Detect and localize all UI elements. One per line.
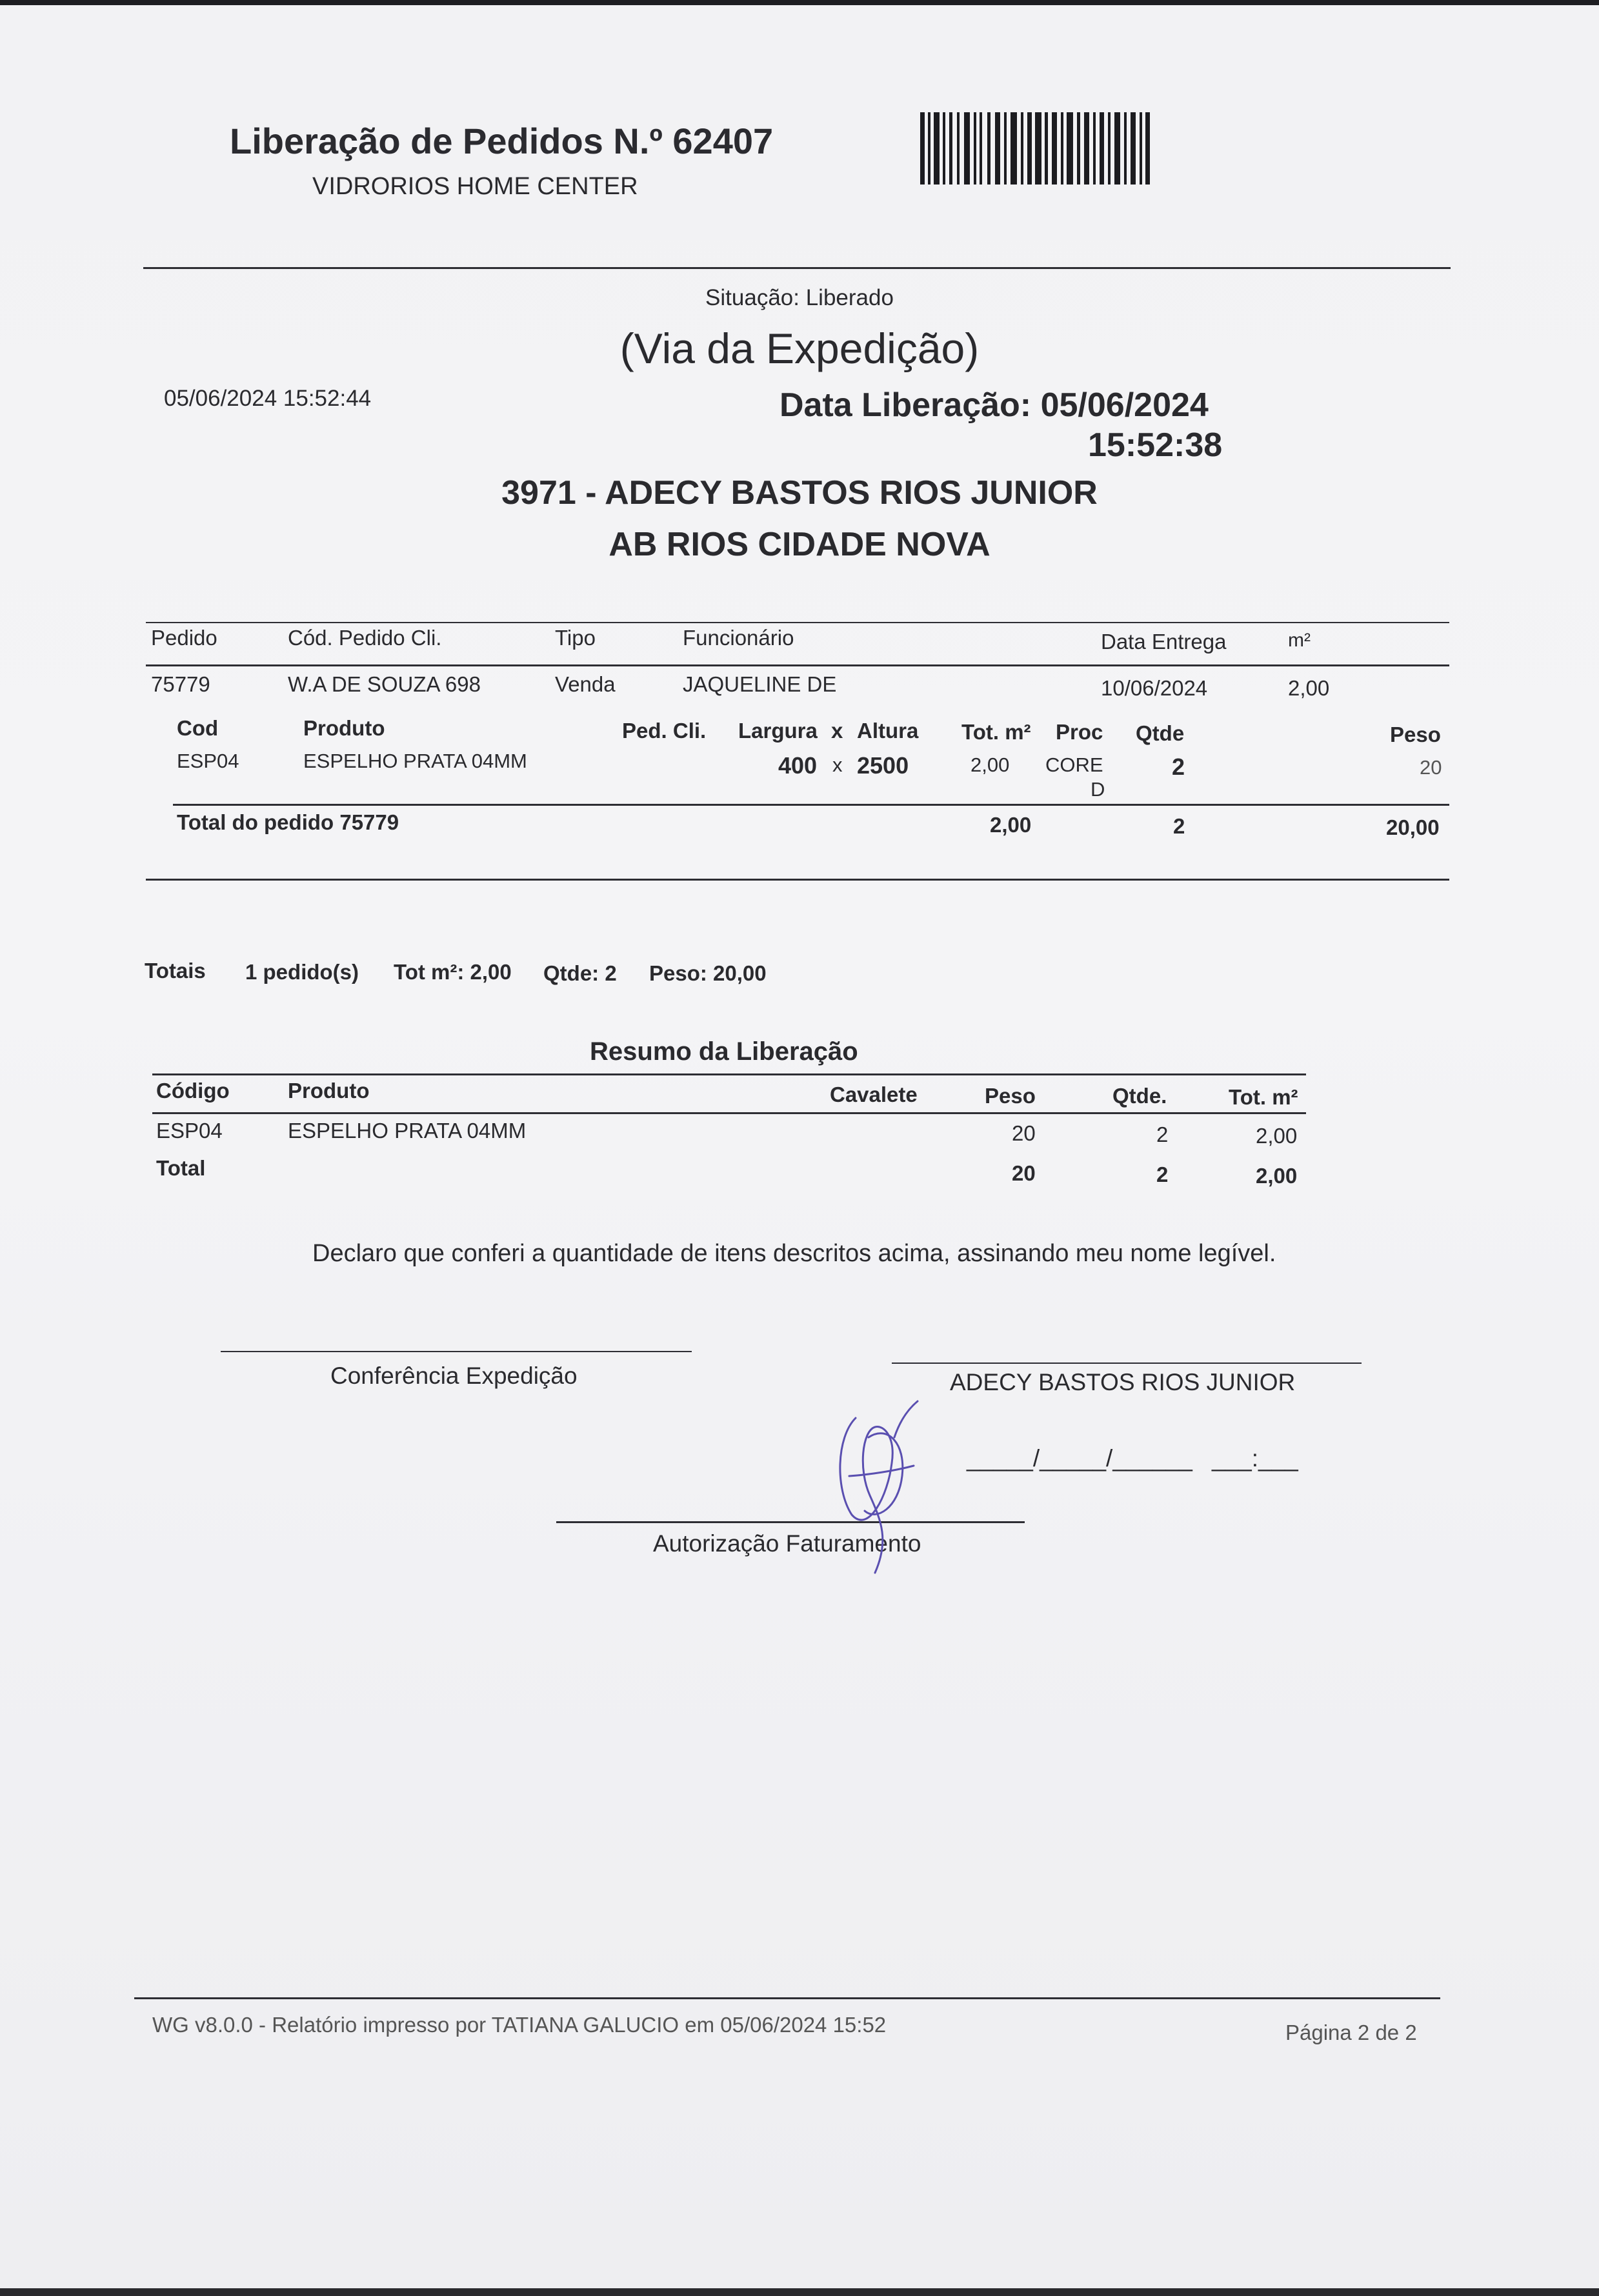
resumo-total-label: Total: [156, 1156, 206, 1180]
resumo-top-rule: [152, 1073, 1306, 1075]
resumo-header-rule: [152, 1112, 1306, 1114]
col-funcionario: Funcionário: [683, 626, 794, 650]
declaration-text: Declaro que conferi a quantidade de itens descritos acima, assinando meu nome legível.: [312, 1240, 1276, 1267]
barcode-icon: [920, 112, 1150, 185]
order-table-top-rule: [146, 622, 1449, 623]
scan-bottom-edge: [0, 2288, 1599, 2296]
resumo-title: Resumo da Liberação: [590, 1037, 858, 1066]
document-title: Liberação de Pedidos N.º 62407: [230, 121, 774, 161]
item-tot-m2: 2,00: [970, 754, 1010, 776]
scan-top-edge: [0, 0, 1599, 5]
order-cod-pedido-cli: W.A DE SOUZA 698: [288, 672, 481, 696]
item-col-ped-cli: Ped. Cli.: [622, 719, 707, 743]
item-col-peso: Peso: [1390, 723, 1441, 746]
item-produto: ESPELHO PRATA 04MM: [303, 750, 527, 772]
resumo-total-peso: 20: [1012, 1161, 1036, 1185]
col-m2: m²: [1288, 630, 1311, 651]
totais-qtde: Qtde: 2: [543, 961, 617, 985]
signature-line-conferencia: [221, 1351, 692, 1352]
resumo-col-cavalete: Cavalete: [830, 1083, 918, 1106]
resumo-col-peso: Peso: [985, 1084, 1036, 1108]
resumo-peso: 20: [1012, 1121, 1036, 1145]
order-m2: 2,00: [1288, 676, 1330, 700]
item-col-proc: Proc: [1056, 720, 1103, 744]
totais-m2: Tot m²: 2,00: [394, 960, 512, 984]
status-situacao: Situação: Liberado: [705, 285, 894, 310]
item-col-produto: Produto: [303, 716, 385, 740]
order-total-label: Total do pedido 75779: [177, 810, 399, 834]
item-col-qtde: Qtde: [1136, 721, 1185, 745]
resumo-produto: ESPELHO PRATA 04MM: [288, 1119, 527, 1143]
printed-timestamp: 05/06/2024 15:52:44: [164, 386, 372, 411]
item-x: x: [832, 754, 843, 776]
order-total-peso: 20,00: [1386, 815, 1440, 839]
signature-label-autorizacao: Autorização Faturamento: [653, 1530, 921, 1557]
date-blank: _____/_____/______: [967, 1445, 1192, 1472]
col-cod-pedido-cli: Cód. Pedido Cli.: [288, 626, 442, 650]
signature-line-autorizacao: [556, 1521, 1025, 1523]
signature-line-client: [892, 1363, 1362, 1364]
footer-page-number: Página 2 de 2: [1285, 2021, 1417, 2044]
totais-pedidos: 1 pedido(s): [245, 960, 359, 984]
item-qtde: 2: [1172, 754, 1185, 780]
footer-rule: [134, 1997, 1440, 1999]
item-proc-cont: D: [1091, 778, 1105, 801]
signature-label-conferencia: Conferência Expedição: [330, 1363, 578, 1389]
item-col-x: x: [831, 719, 843, 743]
data-liberacao-time: 15:52:38: [1088, 426, 1223, 464]
item-altura: 2500: [857, 752, 909, 779]
resumo-qtde: 2: [1156, 1123, 1169, 1146]
document-page: [0, 5, 1599, 2288]
client-name: 3971 - ADECY BASTOS RIOS JUNIOR: [501, 474, 1098, 512]
resumo-col-produto: Produto: [288, 1079, 370, 1103]
header-divider: [143, 267, 1451, 269]
item-col-cod: Cod: [177, 716, 219, 740]
resumo-codigo: ESP04: [156, 1119, 223, 1143]
order-table-bottom-rule: [146, 879, 1449, 881]
item-largura: 400: [778, 752, 818, 779]
col-tipo: Tipo: [555, 626, 596, 650]
item-total-rule: [173, 804, 1449, 806]
time-blank: ___:___: [1212, 1445, 1298, 1472]
item-col-altura: Altura: [857, 719, 919, 743]
totais-label: Totais: [145, 959, 206, 983]
totais-peso: Peso: 20,00: [649, 961, 767, 985]
resumo-col-qtde: Qtde.: [1112, 1084, 1167, 1108]
handwritten-signature: [830, 1399, 927, 1579]
item-proc: CORE: [1045, 754, 1103, 776]
order-pedido: 75779: [151, 672, 210, 696]
col-data-entrega: Data Entrega: [1101, 630, 1227, 654]
order-total-qtde: 2: [1173, 814, 1185, 838]
resumo-col-codigo: Código: [156, 1079, 230, 1103]
company-name: VIDRORIOS HOME CENTER: [312, 173, 638, 200]
resumo-total-m2: 2,00: [1256, 1164, 1298, 1188]
resumo-col-tot-m2: Tot. m²: [1229, 1085, 1298, 1109]
item-peso: 20: [1420, 756, 1442, 779]
col-pedido: Pedido: [151, 626, 217, 650]
resumo-total-qtde: 2: [1156, 1163, 1169, 1186]
order-data-entrega: 10/06/2024: [1101, 676, 1208, 700]
resumo-tot-m2: 2,00: [1256, 1124, 1298, 1148]
item-cod: ESP04: [177, 750, 239, 772]
order-total-m2: 2,00: [990, 813, 1032, 837]
signature-label-client: ADECY BASTOS RIOS JUNIOR: [950, 1369, 1296, 1395]
via-label: (Via da Expedição): [619, 324, 980, 372]
item-col-largura: Largura: [738, 719, 818, 743]
client-store: AB RIOS CIDADE NOVA: [608, 526, 991, 563]
order-table-header-rule: [146, 664, 1449, 666]
order-tipo: Venda: [555, 672, 616, 696]
order-funcionario: JAQUELINE DE: [683, 672, 837, 696]
data-liberacao: Data Liberação: 05/06/2024: [779, 386, 1209, 424]
item-col-tot-m2: Tot. m²: [961, 720, 1031, 744]
footer-printed-by: WG v8.0.0 - Relatório impresso por TATIANA GALUCIO em 05/06/2024 15:52: [152, 2013, 887, 2037]
